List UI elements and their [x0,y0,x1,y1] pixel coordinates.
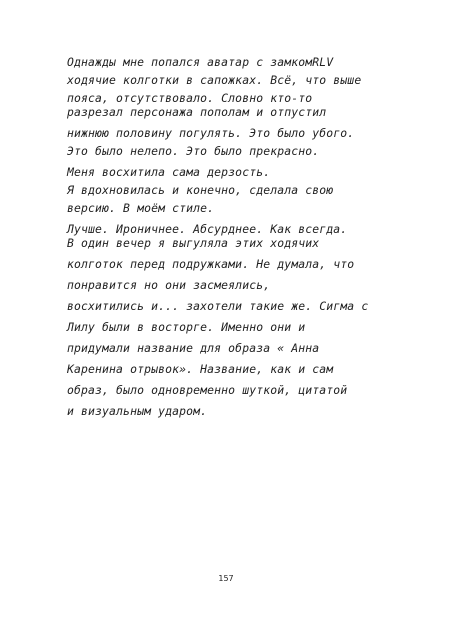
text-line: колготок перед подружками. Не думала, что [67,257,355,271]
text-line: и визуальным ударом. [67,404,208,418]
text-line: пояса, отсутствовало. Словно кто-то [67,91,313,105]
text-line: понравится но они засмеялись, [67,278,271,292]
text-line: нижнюю половину погулять. Это было убого. [67,126,355,140]
text-line: Каренина отрывок». Название, как и сам [67,362,334,376]
body-text [67,53,397,420]
text-line: версию. В моём стиле. [67,201,215,215]
text-line: разрезал персонажа пополам и отпустил [67,105,327,119]
text-line: Однажды мне попался аватар с замкомRLV [67,55,334,69]
text-line: Меня восхитила сама дерзость. [67,165,271,179]
page-number: 157 [218,574,234,583]
text-line: Лучше. Ироничнее. Абсурднее. Как всегда. [67,222,348,236]
text-line: Я вдохновилась и конечно, сделала свою [67,183,334,197]
text-line: восхитились и... захотели такие же. Сигма с [67,299,369,313]
text-line: Это было нелепо. Это было прекрасно. [67,144,320,158]
text-line: Лилу были в восторге. Именно они и [67,320,306,334]
text-line: ходячие колготки в сапожках. Всё, что выше [67,73,362,87]
text-line: В один вечер я выгуляла этих ходячих [67,236,320,250]
text-line: образ, было одновременно шуткой, цитатой [67,383,348,397]
text-line: придумали название для образа « Анна [67,341,320,355]
